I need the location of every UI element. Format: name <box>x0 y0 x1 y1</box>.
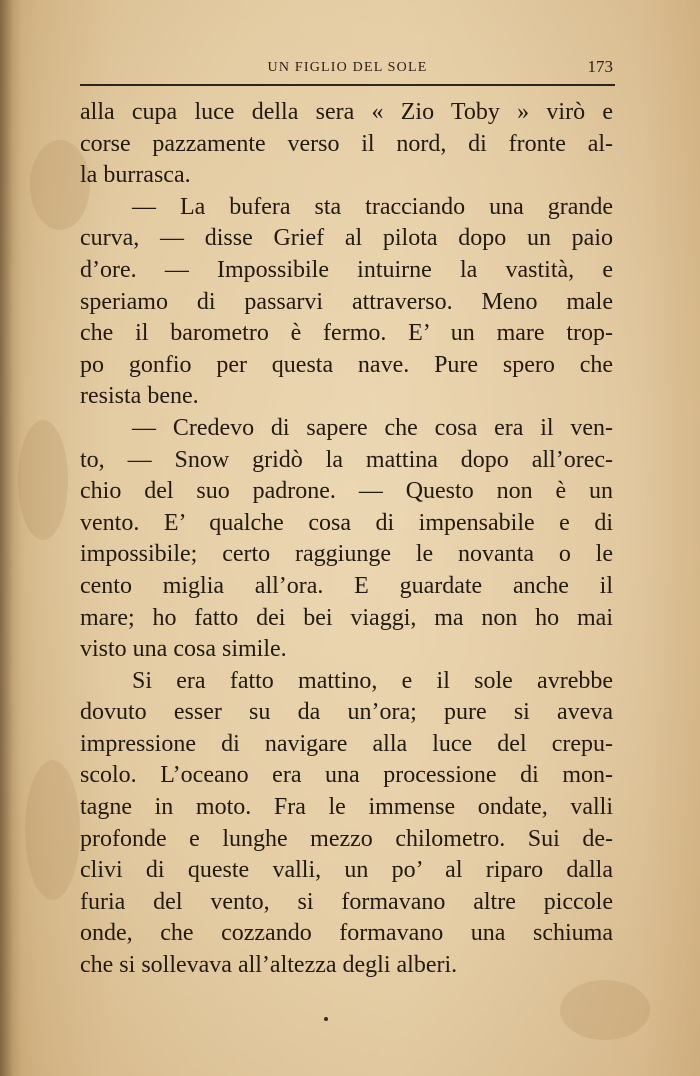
ink-dot <box>324 1017 328 1021</box>
text-line: visto una cosa simile. <box>80 636 287 663</box>
text-line: Si era fatto mattino, e il sole avrebbe <box>132 667 613 694</box>
text-line: speriamo di passarvi attraverso. Meno male <box>80 288 613 315</box>
text-line: impressione di navigare alla luce del crepu- <box>80 730 613 757</box>
text-line: alla cupa luce della sera « Zio Toby » virò e <box>80 99 613 125</box>
text-line: tagne in moto. Fra le immense ondate, valli <box>80 794 613 821</box>
text-line: che il barometro è fermo. E’ un mare trop- <box>80 320 613 347</box>
body-text <box>80 97 613 982</box>
text-line: corse pazzamente verso il nord, di fronte al- <box>80 130 613 157</box>
text-line: clivi di queste valli, un po’ al riparo dalla <box>80 857 613 884</box>
text-line: profonde e lunghe mezzo chilometro. Sui de- <box>80 825 613 852</box>
paper-stain <box>560 980 650 1040</box>
text-line: impossibile; certo raggiunge le novanta o le <box>80 541 613 568</box>
text-line: po gonfio per questa nave. Pure spero che <box>80 351 613 378</box>
page-header <box>80 56 615 82</box>
text-line: dovuto esser su da un’ora; pure si aveva <box>80 699 613 726</box>
text-line: curva, — disse Grief al pilota dopo un paio <box>80 225 613 252</box>
text-line: cento miglia all’ora. E guardate anche il <box>80 572 613 599</box>
text-line: furia del vento, si formavano altre piccole <box>80 888 613 915</box>
paper-stain <box>25 760 80 900</box>
text-line: to, — Snow gridò la mattina dopo all’orec- <box>80 446 613 473</box>
text-line: d’ore. — Impossibile intuirne la vastità, e <box>80 256 613 283</box>
running-title: UN FIGLIO DEL SOLE <box>267 60 428 75</box>
text-line: onde, che cozzando formavano una schiuma <box>80 920 613 947</box>
text-line: chio del suo padrone. — Questo non è un <box>80 478 613 505</box>
text-line: la burrasca. <box>80 162 191 189</box>
text-line: scolo. L’oceano era una processione di mon- <box>80 762 613 789</box>
text-line: — Credevo di sapere che cosa era il ven- <box>132 414 613 441</box>
binding-shadow <box>0 0 22 1076</box>
text-line: vento. E’ qualche cosa di impensabile e di <box>80 509 613 536</box>
text-line: resista bene. <box>80 383 199 410</box>
text-line: che si sollevava all’altezza degli alberi. <box>80 952 458 979</box>
paper-stain <box>18 420 68 540</box>
text-line: — La bufera sta tracciando una grande <box>132 193 613 220</box>
page-number: 173 <box>587 57 613 76</box>
text-line: mare; ho fatto dei bei viaggi, ma non ho mai <box>80 604 613 631</box>
header-rule <box>80 84 615 86</box>
